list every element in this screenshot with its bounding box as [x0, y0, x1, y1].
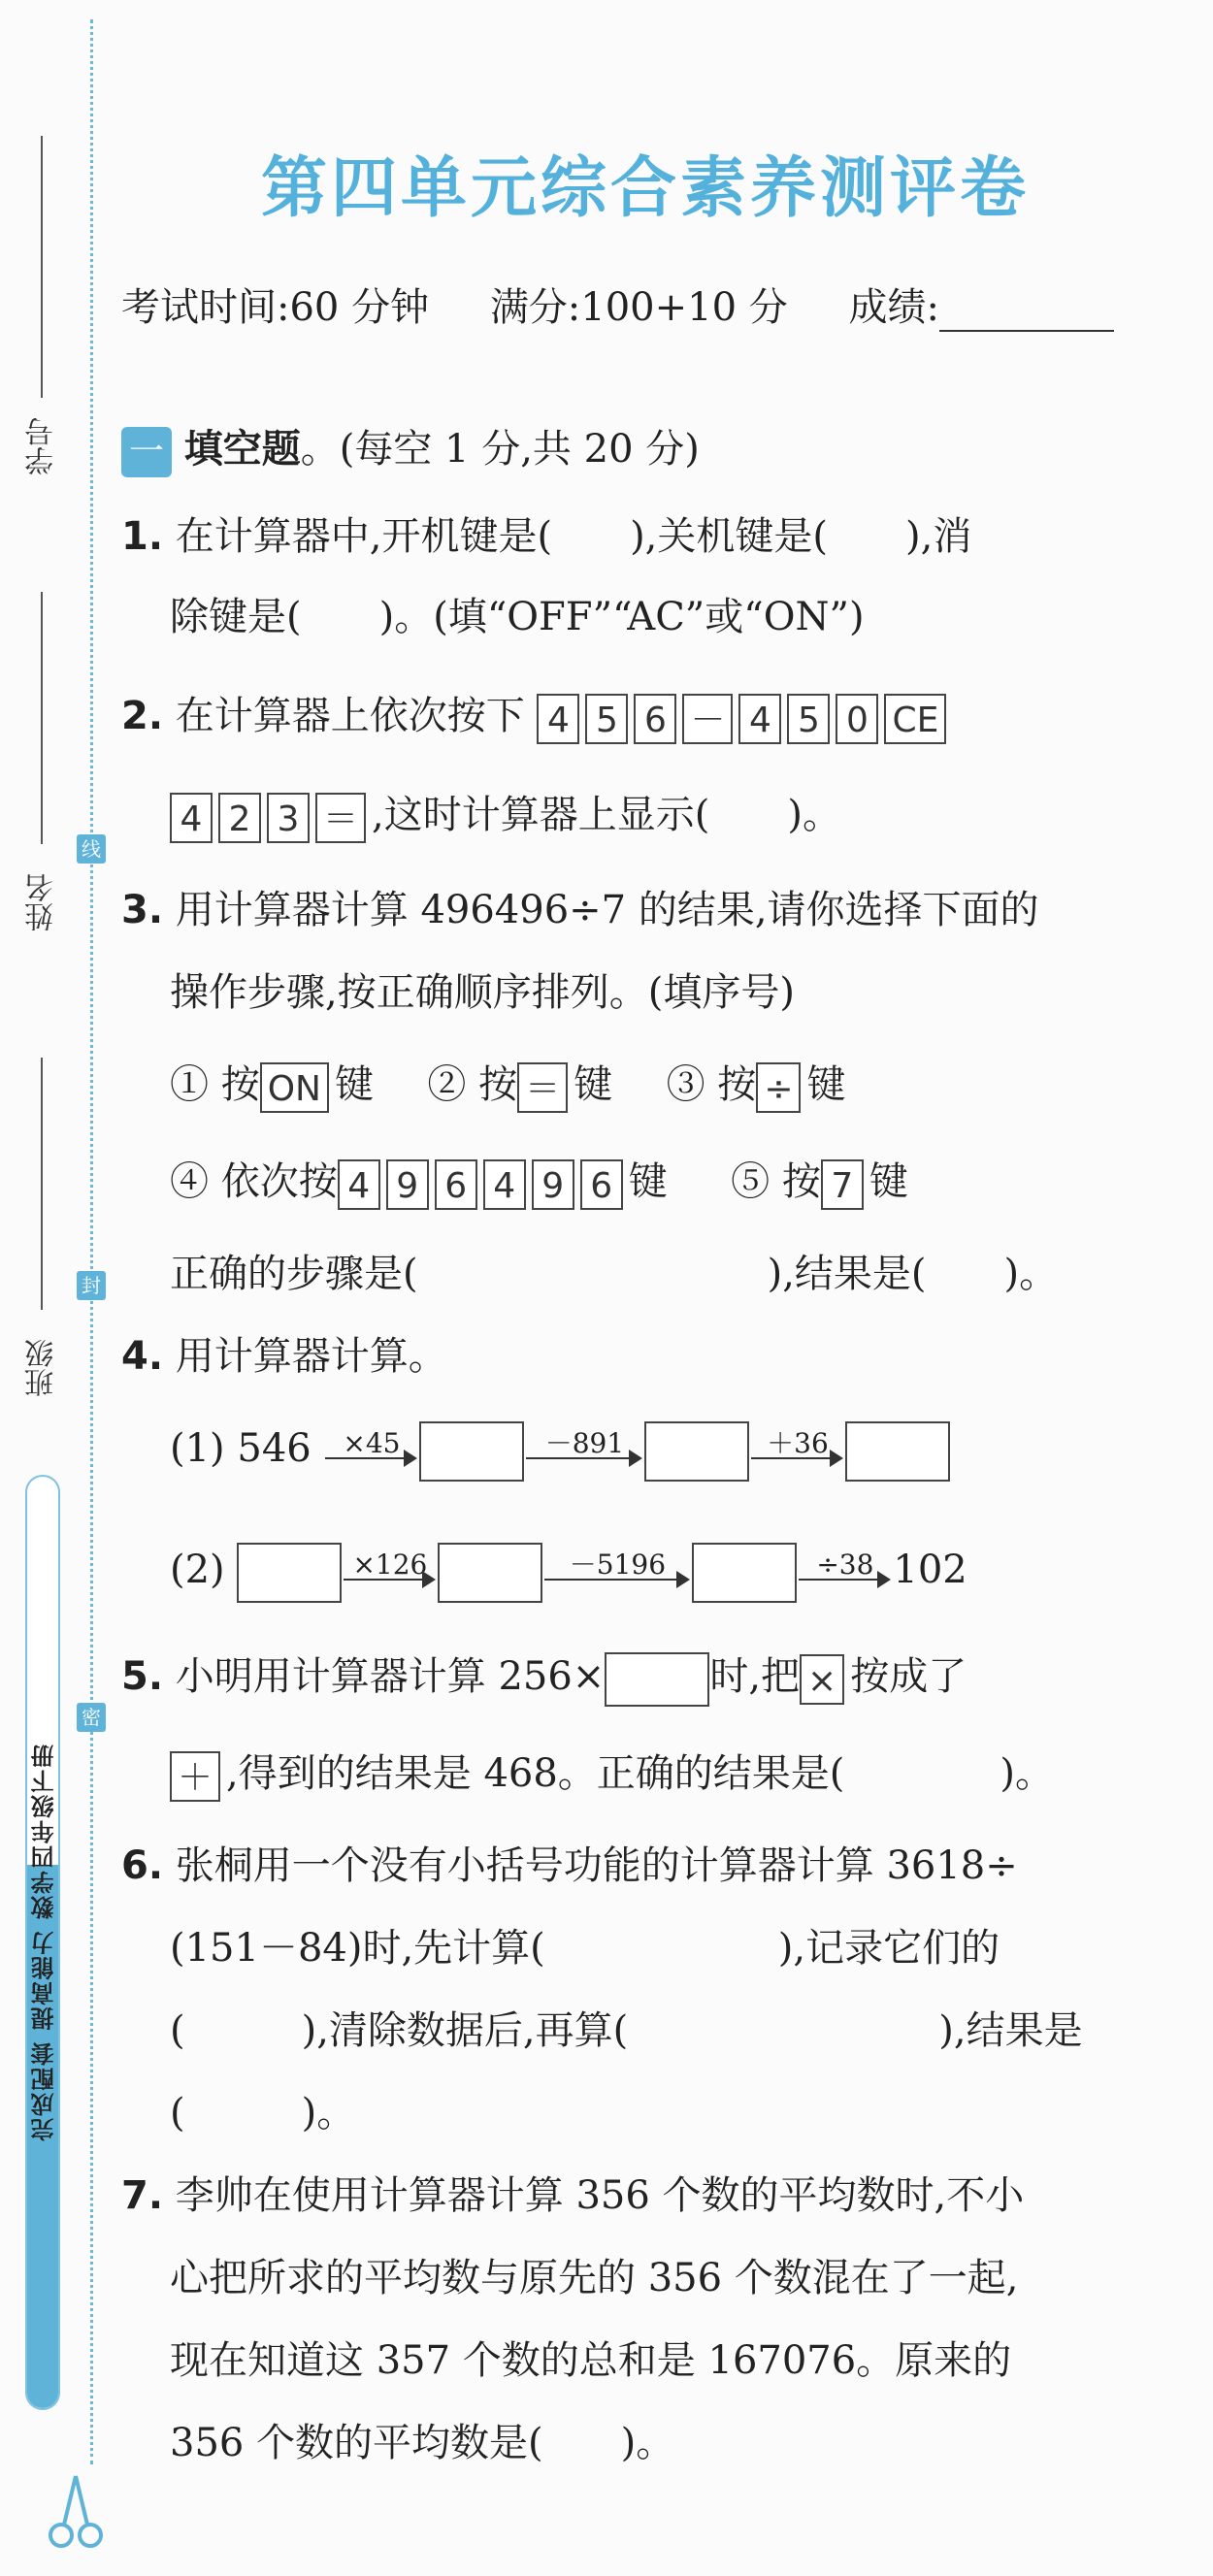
question-4-part1	[170, 1421, 950, 1482]
question-6-cont3	[170, 2086, 355, 2140]
question-text: 356 个数的平均数是( )。	[170, 2421, 675, 2465]
question-4	[121, 1329, 447, 1384]
name-field-line	[41, 592, 43, 844]
question-3-answer	[170, 1247, 1058, 1301]
question-1-cont	[170, 590, 865, 644]
question-text: ( )。	[170, 2091, 356, 2136]
question-text: ,得到的结果是 468。正确的结果是( )。	[226, 1751, 1055, 1796]
section-title: 填空题	[183, 426, 301, 472]
arrow-icon	[325, 1424, 417, 1479]
question-number: 5.	[121, 1654, 164, 1699]
question-6-cont2	[170, 2004, 1083, 2058]
question-3	[121, 883, 1039, 937]
key-ce: CE	[884, 694, 946, 744]
arrow-icon	[799, 1546, 891, 1600]
key-9: 9	[532, 1159, 574, 1210]
full-score: 满分:100+10 分	[489, 285, 788, 330]
side-banner-text: 完成配套 提高能力 数学四年级下册	[30, 1743, 58, 2142]
question-2-cont	[170, 788, 841, 843]
question-text: 正确的步骤是( ),结果是( )。	[170, 1252, 1059, 1296]
final-result: 102	[893, 1548, 967, 1592]
question-text: 在计算器中,开机键是( ),关机键是( ),消	[175, 514, 972, 559]
key-5: 5	[585, 694, 628, 744]
id-field-line	[41, 136, 43, 398]
key-equals: ＝	[517, 1062, 568, 1113]
question-number: 1.	[121, 514, 164, 559]
question-3-steps-b	[170, 1155, 908, 1210]
question-number: 2.	[121, 694, 164, 738]
key-2: 2	[218, 793, 261, 843]
section-badge: 一	[121, 427, 172, 477]
question-number: 3.	[121, 888, 164, 932]
key-7: 7	[821, 1159, 864, 1210]
question-1	[121, 509, 971, 564]
question-4-part2	[170, 1543, 967, 1603]
key-equals: ＝	[315, 793, 366, 843]
id-field-label: 学号	[25, 417, 59, 475]
question-text: 心把所求的平均数与原先的 356 个数混在了一起,	[170, 2256, 1019, 2300]
question-number: 7.	[121, 2173, 164, 2218]
arrow-label: ×45	[343, 1427, 401, 1459]
score-label: 成绩:	[848, 285, 939, 330]
question-text: (151－84)时,先计算( ),记录它们的	[170, 1926, 1000, 1971]
arrow-icon	[751, 1424, 843, 1479]
class-field-label: 班级	[25, 1339, 59, 1397]
question-7	[121, 2168, 1024, 2223]
answer-box[interactable]	[237, 1543, 342, 1603]
seal-char: 密	[77, 1703, 106, 1732]
key-6: 6	[634, 694, 676, 744]
question-2	[121, 689, 952, 744]
seal-char: 线	[77, 834, 106, 864]
answer-box[interactable]	[605, 1652, 709, 1707]
key-plus: ＋	[170, 1751, 220, 1802]
answer-box[interactable]	[438, 1543, 542, 1603]
question-number: 4.	[121, 1334, 164, 1379]
arrow-label: －5196	[569, 1549, 667, 1581]
key-4: 4	[170, 793, 213, 843]
score-blank[interactable]	[939, 291, 1114, 332]
step-text: ① 按	[170, 1062, 260, 1107]
question-7-cont3	[170, 2416, 674, 2470]
scissors-icon	[47, 2474, 105, 2552]
key-6: 6	[580, 1159, 623, 1210]
question-3-cont	[170, 965, 795, 1020]
question-text: 小明用计算器计算 256×	[175, 1654, 606, 1699]
side-banner	[25, 1475, 60, 2410]
key-divide: ÷	[756, 1062, 801, 1113]
question-text: 李帅在使用计算器计算 356 个数的平均数时,不小	[175, 2173, 1025, 2218]
key-minus: －	[682, 694, 733, 744]
arrow-label: ×126	[352, 1549, 428, 1581]
arrow-label: ÷38	[816, 1549, 874, 1581]
question-text: 在计算器上依次按下	[175, 694, 525, 738]
key-0: 0	[836, 694, 878, 744]
step-text: 键	[806, 1062, 846, 1107]
question-text: 按成了	[850, 1654, 967, 1699]
arrow-icon	[544, 1546, 690, 1600]
answer-box[interactable]	[644, 1421, 749, 1482]
key-9: 9	[386, 1159, 429, 1210]
question-3-steps-a	[170, 1058, 845, 1113]
step-text: ④ 依次按	[170, 1159, 338, 1204]
answer-box[interactable]	[845, 1421, 950, 1482]
arrow-label: －891	[544, 1427, 625, 1459]
exam-info	[121, 277, 1114, 332]
question-text: 用计算器计算。	[175, 1334, 447, 1379]
question-7-cont1	[170, 2251, 1019, 2305]
question-5-cont	[170, 1746, 1054, 1802]
key-on: ON	[260, 1062, 329, 1113]
question-5	[121, 1649, 967, 1707]
step-text: 键	[628, 1159, 668, 1204]
key-5: 5	[787, 694, 830, 744]
page-title: 第四单元综合素养测评卷	[260, 149, 1030, 227]
section-note: 。(每空 1 分,共 20 分)	[300, 427, 700, 472]
key-3: 3	[267, 793, 310, 843]
seal-char: 封	[77, 1271, 106, 1300]
cut-line	[90, 19, 93, 2464]
question-text: 操作步骤,按正确顺序排列。(填序号)	[170, 970, 795, 1015]
question-text: 除键是( )。(填“OFF”“AC”或“ON”)	[170, 595, 865, 639]
question-text: 张桐用一个没有小括号功能的计算器计算 3618÷	[175, 1843, 1018, 1888]
question-text: 现在知道这 357 个数的总和是 167076。原来的	[170, 2338, 1012, 2383]
answer-box[interactable]	[692, 1543, 797, 1603]
key-4: 4	[338, 1159, 380, 1210]
key-4: 4	[537, 694, 579, 744]
class-field-line	[41, 1058, 43, 1310]
exam-time: 考试时间:60 分钟	[121, 285, 430, 330]
question-6	[121, 1839, 1018, 1893]
step-text: 键	[334, 1062, 374, 1107]
arrow-icon	[526, 1424, 642, 1479]
question-text: ( ),清除数据后,再算( ),结果是	[170, 2008, 1083, 2053]
step-text: 键	[869, 1159, 908, 1204]
question-text: ,这时计算器上显示( )。	[372, 793, 841, 837]
question-text: 时,把	[709, 1654, 801, 1699]
arrow-icon	[344, 1546, 436, 1600]
step-text: ② 按	[427, 1062, 518, 1107]
key-4: 4	[738, 694, 781, 744]
section-heading	[121, 422, 700, 477]
part-label: (1) 546	[170, 1426, 311, 1471]
step-text: ③ 按	[666, 1062, 757, 1107]
key-4: 4	[483, 1159, 526, 1210]
key-multiply: ×	[800, 1654, 844, 1705]
step-text: ⑤ 按	[731, 1159, 821, 1204]
question-7-cont2	[170, 2333, 1011, 2388]
question-6-cont1	[170, 1921, 1000, 1975]
key-6: 6	[435, 1159, 477, 1210]
question-text: 用计算器计算 496496÷7 的结果,请你选择下面的	[175, 888, 1039, 932]
name-field-label: 姓名	[25, 873, 59, 931]
question-number: 6.	[121, 1843, 164, 1888]
arrow-label: ＋36	[767, 1427, 829, 1459]
step-text: 键	[574, 1062, 613, 1107]
part-label: (2)	[170, 1548, 225, 1592]
answer-box[interactable]	[419, 1421, 524, 1482]
